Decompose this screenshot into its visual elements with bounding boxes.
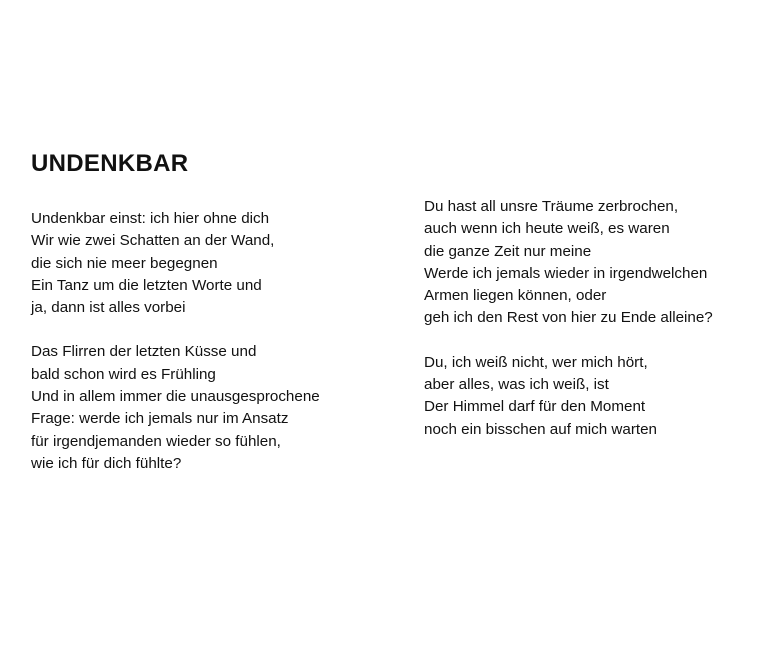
- stanza-1: [31, 208, 371, 319]
- right-column: [424, 196, 764, 463]
- verse-line: Du hast all unsre Träume zerbrochen,: [424, 198, 679, 215]
- verse-line: die ganze Zeit nur meine: [424, 242, 592, 260]
- poem-title: UNDENKBAR: [31, 150, 189, 177]
- verse-line: Der Himmel darf für den Moment: [424, 398, 646, 416]
- verse-line: Und in allem immer die unausgesprochene: [31, 388, 320, 406]
- stanza-3: [424, 196, 764, 330]
- verse-line: Undenkbar einst: ich hier ohne dich: [31, 210, 270, 227]
- verse-line: Ein Tanz um die letzten Worte und: [31, 276, 262, 294]
- verse-line: die sich nie meer begegnen: [31, 254, 218, 272]
- verse-line: für irgendjemanden wieder so fühlen,: [31, 432, 281, 450]
- verse-line: auch wenn ich heute weiß, es waren: [424, 220, 670, 238]
- verse-line: noch ein bisschen auf mich warten: [424, 420, 658, 438]
- stanza-2: [31, 341, 371, 475]
- verse-line: Wir wie zwei Schatten an der Wand,: [31, 232, 275, 250]
- verse-line: Armen liegen können, oder: [424, 287, 607, 305]
- left-column: [31, 208, 371, 497]
- verse-line: geh ich den Rest von hier zu Ende alleine?: [424, 309, 713, 327]
- verse-line: ja, dann ist alles vorbei: [31, 299, 186, 317]
- verse-line: Du, ich weiß nicht, wer mich hört,: [424, 353, 648, 371]
- verse-line: Werde ich jemals wieder in irgendwelchen: [424, 264, 708, 282]
- verse-line: aber alles, was ich weiß, ist: [424, 376, 609, 394]
- verse-line: Das Flirren der letzten Küsse und: [31, 343, 257, 361]
- verse-line: wie ich für dich fühlte?: [31, 454, 182, 472]
- verse-line: Frage: werde ich jemals nur im Ansatz: [31, 410, 289, 428]
- verse-line: bald schon wird es Frühling: [31, 365, 216, 383]
- stanza-4: [424, 352, 764, 441]
